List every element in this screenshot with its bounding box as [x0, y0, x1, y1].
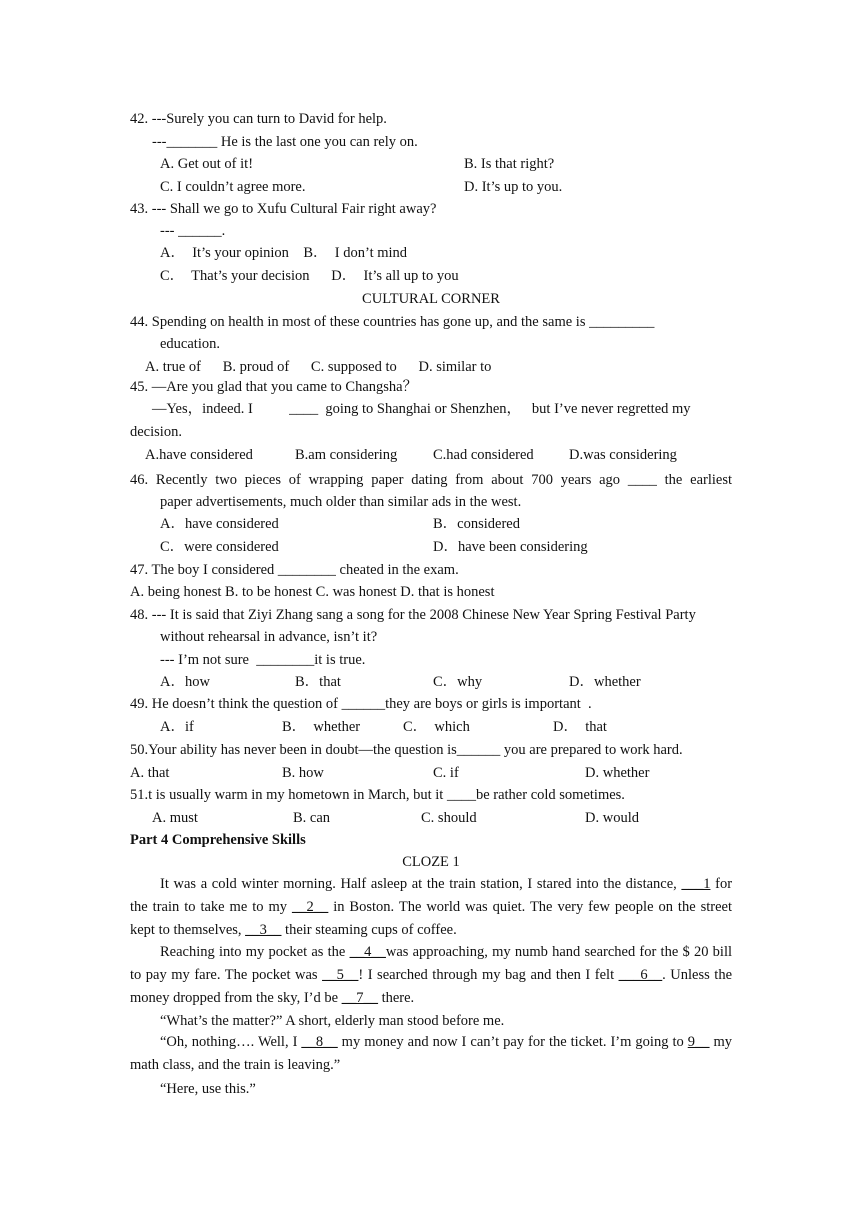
- cloze-p2-text-d: . Unless the money dropped from the sky, I’d be: [130, 967, 733, 1006]
- cloze-paragraph-4: [130, 1031, 732, 1077]
- q48-stem-line1: 48. --- It is said that Ziyi Zhang sang a song for the 2008 Chinese New Year Spring Festival Party: [130, 607, 696, 623]
- q47-stem: 47. The boy I considered ________ cheated in the exam.: [130, 562, 459, 578]
- q47-options: A. being honest B. to be honest C. was honest D. that is honest: [130, 584, 495, 600]
- cloze-p4-text-c: my math class, and the train is leaving.”: [130, 1034, 733, 1073]
- q45-option-a: A.have considered: [145, 447, 253, 463]
- cloze-blank-6: ___6__: [618, 967, 663, 983]
- cloze-p4-text-a: “Oh, nothing…. Well, I: [160, 1034, 298, 1050]
- q49-option-b: B． whether: [282, 719, 361, 735]
- cloze-blank-9: 9__: [687, 1034, 710, 1050]
- q44-options: A. true of B. proud of C. supposed to D. similar to: [145, 359, 492, 375]
- cloze-p1-text-b: for the train to take me to my: [130, 876, 733, 915]
- q46-option-c: C．were considered: [160, 539, 279, 555]
- q42-stem: 42. ---Surely you can turn to David for help.: [130, 111, 387, 127]
- cloze-p1-text-c: in Boston. The world was quiet. The very few people on the street kept to themselves,: [130, 899, 733, 938]
- q45-option-c: C.had considered: [433, 447, 534, 463]
- q48-option-c: C．why: [433, 674, 483, 690]
- cloze-p2-text-b: was approaching, my numb hand searched for the $ 20 bill to pay my fare. The pocket was: [130, 944, 732, 983]
- q51-option-d: D. would: [585, 810, 639, 826]
- q49-option-c: C． which: [403, 719, 470, 735]
- cloze-blank-2: __2__: [291, 899, 329, 915]
- cloze-paragraph-2: [130, 941, 732, 1010]
- section-heading-cultural-corner: CULTURAL CORNER: [362, 291, 500, 307]
- q42-option-c: C. I couldn’t agree more.: [160, 179, 306, 195]
- q42-option-a: A. Get out of it!: [160, 156, 254, 172]
- cloze-blank-3: __3__: [245, 922, 282, 938]
- cloze-paragraph-5: “Here, use this.”: [160, 1081, 256, 1097]
- q51-option-c: C. should: [421, 810, 477, 826]
- q43-options-row2: C． That’s your decision D． It’s all up to you: [160, 268, 459, 284]
- cloze-p2-text-e: there.: [381, 990, 415, 1006]
- q51-option-b: B. can: [293, 810, 331, 826]
- cloze-blank-5: __5__: [322, 967, 359, 983]
- cloze-p2-text-a: Reaching into my pocket as the: [160, 944, 346, 960]
- cloze-title: CLOZE 1: [402, 854, 460, 870]
- cloze-paragraph-1: [130, 873, 732, 942]
- q51-stem: 51.t is usually warm in my hometown in March, but it ____be rather cold sometimes.: [130, 787, 625, 803]
- q45-option-d: D.was considering: [569, 447, 677, 463]
- cloze-blank-8: __8__: [301, 1034, 338, 1050]
- q42-option-d: D. It’s up to you.: [464, 179, 563, 195]
- q44-stem-line2: education.: [160, 336, 220, 352]
- q46-option-a: A．have considered: [160, 516, 279, 532]
- cloze-p1-text-a: It was a cold winter morning. Half asleep at the train station, I stared into the distance,: [160, 876, 677, 892]
- q48-option-d: D．whether: [569, 674, 641, 690]
- q49-option-a: A．if: [160, 719, 194, 735]
- q46-stem-line1: 46. Recently two pieces of wrapping paper dating from about 700 years ago ____ the earliest: [130, 472, 732, 488]
- q46-option-b: B．considered: [433, 516, 520, 532]
- q45-stem-line2: —Yes，indeed. I ____ going to Shanghai or Shenzhen， but I’ve never regretted my: [152, 401, 691, 417]
- q42-reply: ---_______ He is the last one you can rely on.: [152, 134, 418, 150]
- cloze-blank-7: __7__: [341, 990, 378, 1006]
- q43-options-row1: A． It’s your opinion B． I don’t mind: [160, 245, 408, 261]
- cloze-p1-text-d: their steaming cups of coffee.: [285, 922, 457, 938]
- q49-stem: 49. He doesn’t think the question of ______they are boys or girls is important .: [130, 696, 592, 712]
- cloze-blank-4: __4__: [349, 944, 386, 960]
- q46-option-d: D．have been considering: [433, 539, 588, 555]
- q51-option-a: A. must: [152, 810, 198, 826]
- q43-reply: --- ______.: [160, 223, 226, 239]
- q45-stem-line1: 45. —Are you glad that you came to Changsha？: [130, 379, 418, 395]
- q45-option-b: B.am considering: [295, 447, 398, 463]
- q50-option-a: A. that: [130, 765, 170, 781]
- q46-stem-line2: paper advertisements, much older than similar ads in the west.: [160, 494, 522, 510]
- q48-option-a: A．how: [160, 674, 210, 690]
- q50-option-c: C. if: [433, 765, 459, 781]
- cloze-p2-text-c: ! I searched through my bag and then I felt: [358, 967, 615, 983]
- q45-stem-line3: decision.: [130, 424, 182, 440]
- cloze-p4-text-b: my money and now I can’t pay for the ticket. I’m going to: [341, 1034, 684, 1050]
- q48-stem-line2: without rehearsal in advance, isn’t it?: [160, 629, 378, 645]
- q48-reply: --- I’m not sure ________it is true.: [160, 652, 366, 668]
- q50-option-b: B. how: [282, 765, 324, 781]
- q50-option-d: D. whether: [585, 765, 650, 781]
- q43-stem: 43. --- Shall we go to Xufu Cultural Fair right away?: [130, 201, 437, 217]
- q44-stem-line1: 44. Spending on health in most of these countries has gone up, and the same is _________: [130, 314, 655, 330]
- q50-stem: 50.Your ability has never been in doubt—the question is______ you are prepared to work hard.: [130, 742, 683, 758]
- cloze-blank-1: ___1: [681, 876, 711, 892]
- q49-option-d: D． that: [553, 719, 607, 735]
- part4-heading: Part 4 Comprehensive Skills: [130, 832, 306, 848]
- cloze-paragraph-3: “What’s the matter?” A short, elderly man stood before me.: [160, 1013, 505, 1029]
- q42-option-b: B. Is that right?: [464, 156, 555, 172]
- q48-option-b: B．that: [295, 674, 341, 690]
